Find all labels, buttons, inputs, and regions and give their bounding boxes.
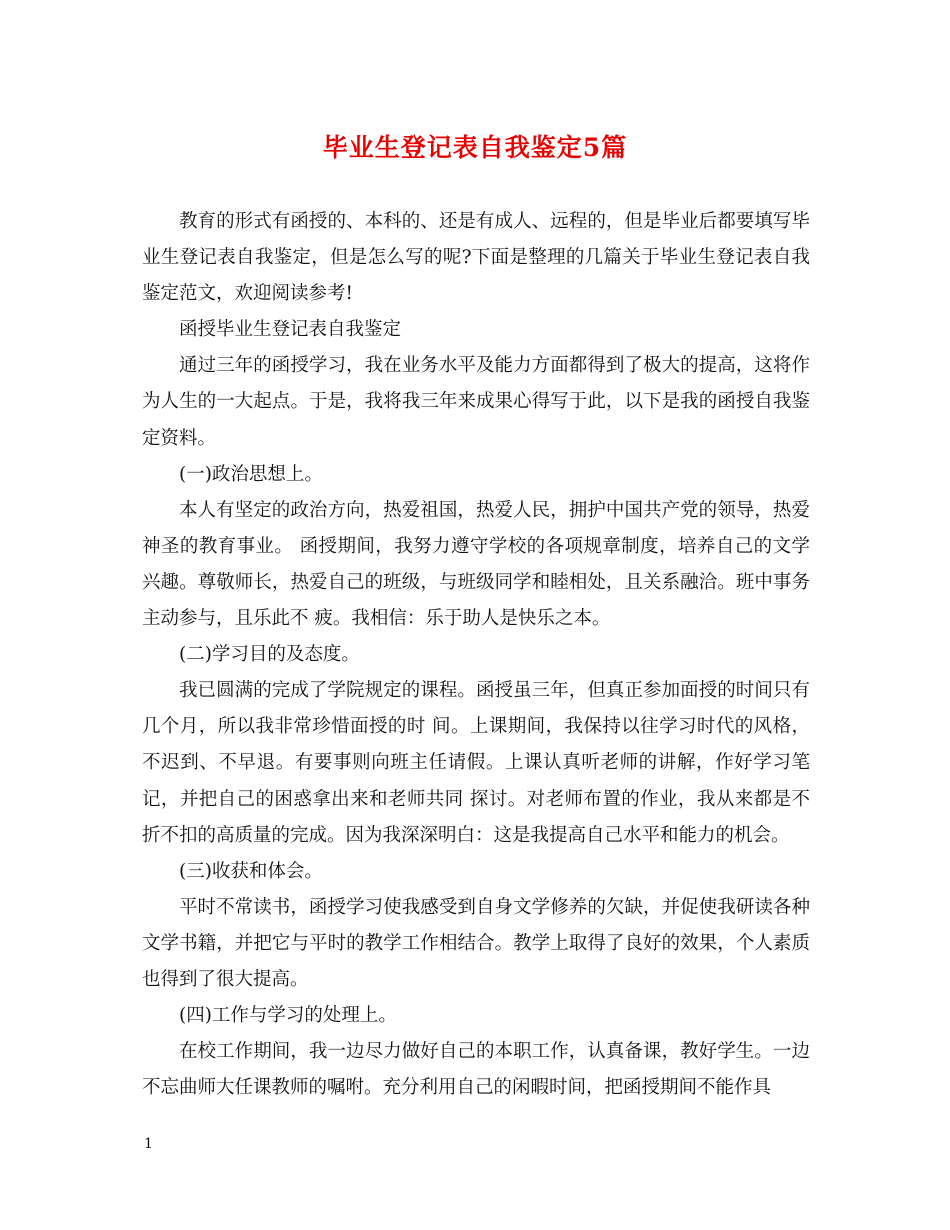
document-body [142,204,810,1106]
paragraph: 平时不常读书，函授学习使我感受到自身文学修养的欠缺，并促使我研读各种文学书籍，并把它与平时的教学工作相结合。教学上取得了良好的效果，个人素质也得到了很大提高。 [142,896,810,990]
subsection-heading: (四)工作与学习的处理上。 [179,1005,397,1027]
subsection-heading: (二)学习目的及态度。 [179,644,360,666]
paragraph: 在校工作期间，我一边尽力做好自己的本职工作，认真备课，教好学生。一边不忘曲师大任课教师的嘱咐。充分利用自己的闲暇时间，把函授期间不能作具 [142,1041,810,1099]
page-title: 毕业生登记表自我鉴定5篇 [322,133,628,162]
subsection-heading: (一)政治思想上。 [179,463,323,485]
paragraph: 本人有坚定的政治方向，热爱祖国，热爱人民，拥护中国共产党的领导，热爱神圣的教育事业。 函授期间，我努力遵守学校的各项规章制度，培养自己的文学兴趣。尊敬师长，热爱自己的班级，与班级同学和睦相处，且关系融洽。班中事务主动参与，且乐此不 疲。我相信：乐于助人是快乐之本。 [142,499,810,630]
paragraph-intro: 教育的形式有函授的、本科的、还是有成人、远程的，但是毕业后都要填写毕业生登记表自我鉴定，但是怎么写的呢?下面是整理的几篇关于毕业生登记表自我鉴定范文，欢迎阅读参考! [142,211,810,305]
subsection-heading: (三)收获和体会。 [179,860,323,882]
section-heading: 函授毕业生登记表自我鉴定 [179,319,402,341]
page-number: 1 [144,1136,153,1152]
paragraph: 通过三年的函授学习，我在业务水平及能力方面都得到了极大的提高，这将作为人生的一大起点。于是，我将我三年来成果心得写于此，以下是我的函授自我鉴定资料。 [142,355,810,449]
paragraph: 我已圆满的完成了学院规定的课程。函授虽三年，但真正参加面授的时间只有几个月，所以我非常珍惜面授的时 间。上课期间，我保持以往学习时代的风格，不迟到、不早退。有要事则向班主任请假。上课认真听老师的讲解，作好学习笔记，并把自己的困惑拿出来和老师共同 探讨。对老师布置的作业，我从来都是不折不扣的高质量的完成。因为我深深明白：这是我提高自己水平和能力的机会。 [142,680,810,846]
